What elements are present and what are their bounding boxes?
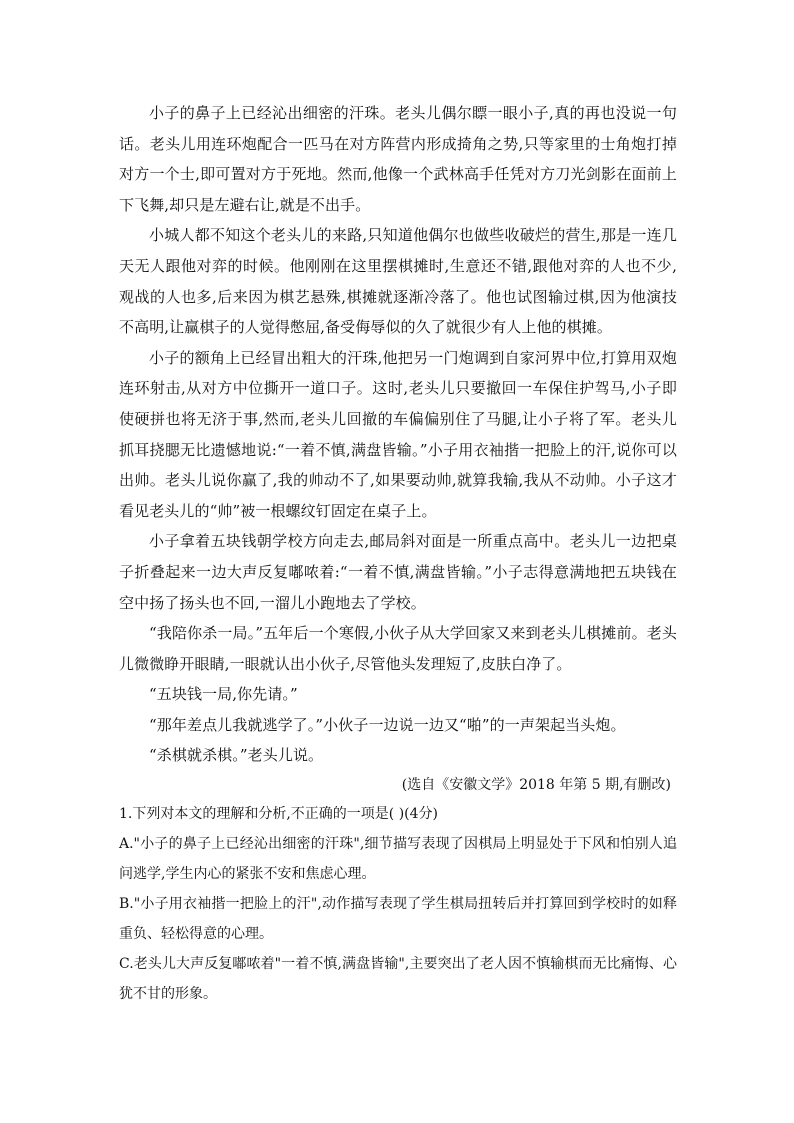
passage-paragraph-2: 小城人都不知这个老头儿的来路,只知道他偶尔也做些收破烂的营生,那是一连几天无人跟他对弈的时候。他刚刚在这里摆棋摊时,生意还不错,跟他对弈的人也不少,观战的人也多,后来因为棋艺悬殊,棋摊就逐渐冷落了。他也试图输过棋,因为他演技不高明,让赢棋子的人觉得憋屈,备受侮辱似的久了就很少有人上他的棋摊。 [119,226,677,337]
question-1-option-b: B."小子用衣袖揩一把脸上的汗",动作描写表现了学生棋局扭转后并打算回到学校时的如释重负、轻松得意的心理。 [119,896,677,943]
passage-paragraph-8: “杀棋就杀棋。”老头儿说。 [149,746,324,765]
passage [119,98,677,799]
passage-paragraph-4: 小子拿着五块钱朝学校方向走去,邮局斜对面是一所重点高中。老头儿一边把桌子折叠起来一边大声反复嘟哝着:“一着不慎,满盘皆输。”小子志得意满地把五块钱在空中扬了扬头也不回,一溜儿小跑地去了学校。 [119,532,677,612]
question-1-stem: 1.下列对本文的理解和分析,不正确的一项是( )(4分) [119,806,439,823]
passage-source: (选自《安徽文学》2018 年第 5 期,有删改) [401,777,671,794]
passage-paragraph-7: “那年差点儿我就逃学了。”小伙子一边说一边又“啪”的一声架起当头炮。 [149,715,626,734]
document-content [119,98,677,1009]
passage-paragraph-3: 小子的额角上已经冒出粗大的汗珠,他把另一门炮调到自家河界中位,打算用双炮连环射击,从对方中位撕开一道口子。这时,老头儿只要撤回一车保住护驾马,小子即使硬拼也将无济于事,然而,老头儿回撤的车偏偏别住了马腿,让小子将了军。老头儿抓耳挠腮无比遗憾地说:“一着不慎,满盘皆输。”小子用衣袖揩一把脸上的汗,说你可以出帅。老头儿说你赢了,我的帅动不了,如果要动帅,就算我输,我从不动帅。小子这才看见老头儿的“帅”被一根螺纹钉固定在桌子上。 [119,348,677,520]
question-1-option-c: C.老头儿大声反复嘟哝着"一着不慎,满盘皆输",主要突出了老人因不慎输棋而无比痛悔、心犹不甘的形象。 [119,956,677,1003]
passage-paragraph-6: “五块钱一局,你先请。” [149,685,298,704]
question-1-option-a: A."小子的鼻子上已经沁出细密的汗珠",细节描写表现了因棋局上明显处于下风和怕别人追问逃学,学生内心的紧张不安和焦虑心理。 [119,836,677,883]
questions-section [119,799,677,1009]
passage-paragraph-5: “我陪你杀一局。”五年后一个寒假,小伙子从大学回家又来到老头儿棋摊前。老头儿微微睁开眼睛,一眼就认出小伙子,尽管他头发理短了,皮肤白净了。 [119,624,677,673]
passage-paragraph-1: 小子的鼻子上已经沁出细密的汗珠。老头儿偶尔瞟一眼小子,真的再也没说一句话。老头儿用连环炮配合一匹马在对方阵营内形成掎角之势,只等家里的士角炮打掉对方一个士,即可置对方于死地。然而,他像一个武林高手任凭对方刀光剑影在面前上下飞舞,却只是左避右让,就是不出手。 [119,104,677,214]
